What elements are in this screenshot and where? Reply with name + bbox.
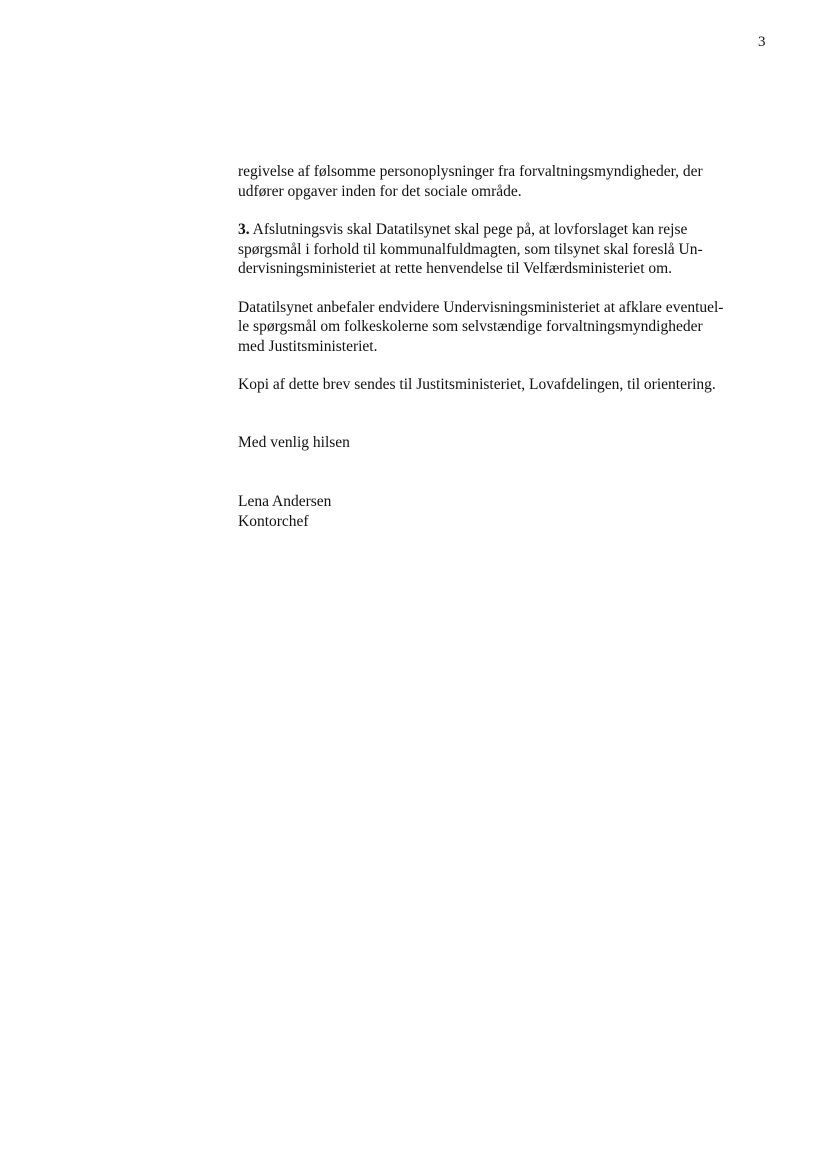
paragraph-line-text: Afslutningsvis skal Datatilsynet skal pege på, at lovforslaget kan rejse — [249, 221, 688, 238]
paragraph-2 — [238, 220, 778, 279]
paragraph-line: Kopi af dette brev sendes til Justitsministeriet, Lovafdelingen, til orientering. — [238, 376, 716, 393]
paragraph-4 — [238, 375, 778, 395]
paragraph-line: dervisningsministeriet at rette henvendelse til Velfærdsministeriet om. — [238, 260, 673, 277]
paragraph-line: Datatilsynet anbefaler endvidere Undervisningsministeriet at afklare eventuel- — [238, 298, 724, 316]
signer-name: Lena Andersen — [238, 493, 332, 510]
paragraph-line: udfører opgaver inden for det sociale område. — [238, 182, 522, 200]
closing-greeting — [238, 433, 778, 453]
paragraph-line: spørgsmål i forhold til kommunalfuldmagten, som tilsynet skal foreslå Un- — [238, 240, 703, 258]
paragraph-line: regivelse af følsomme personoplysninger fra forvaltningsmyndigheder, der — [238, 163, 703, 180]
section-number: 3. — [238, 221, 250, 238]
letter-body — [238, 162, 778, 531]
paragraph-3 — [238, 298, 778, 357]
signer-title: Kontorchef — [238, 512, 309, 530]
signature-block — [238, 492, 778, 531]
paragraph-line — [238, 220, 778, 240]
page-number: 3 — [758, 34, 766, 50]
closing-text: Med venlig hilsen — [238, 433, 350, 451]
paragraph-1 — [238, 162, 778, 201]
paragraph-line: med Justitsministeriet. — [238, 337, 378, 355]
paragraph-line: le spørgsmål om folkeskolerne som selvstændige forvaltningsmyndigheder — [238, 318, 703, 335]
